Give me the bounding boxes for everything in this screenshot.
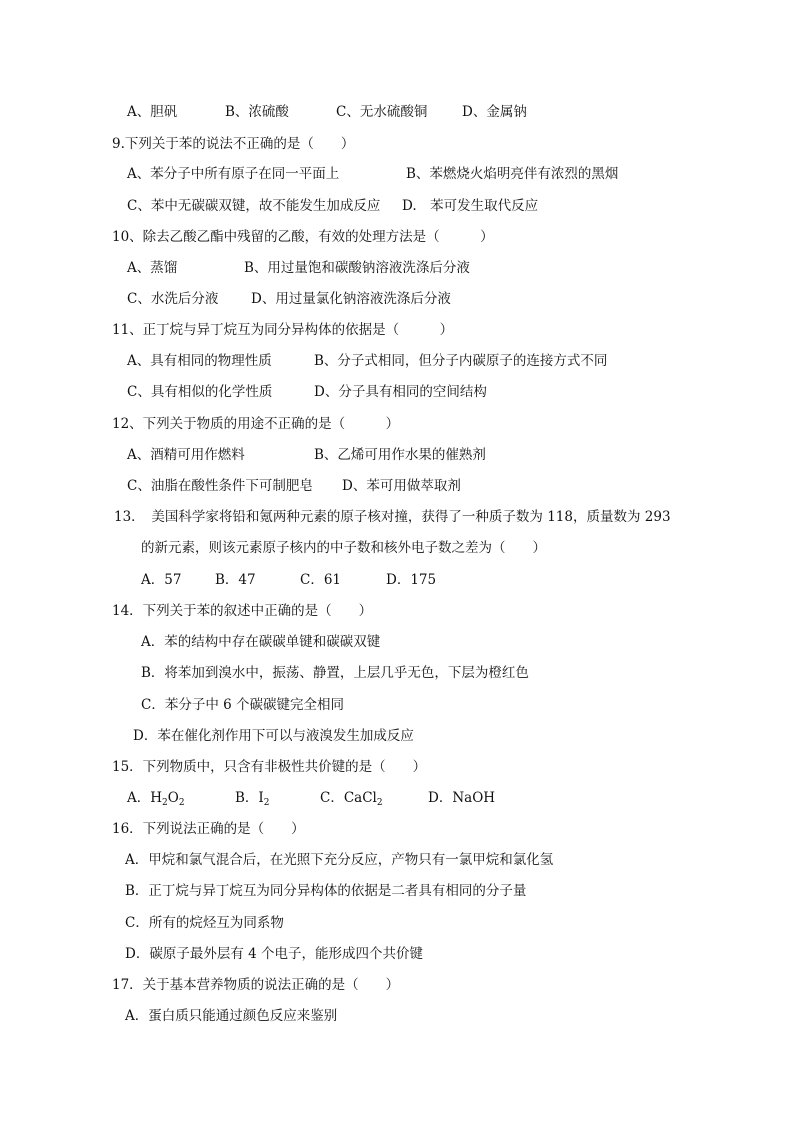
q9-options-row-1	[0, 164, 794, 184]
q15-options-row	[0, 788, 794, 808]
q11-option-d: D、分子具有相同的空间结构	[314, 384, 487, 400]
q8-option-d: D、金属钠	[462, 104, 527, 120]
q11-options-row-2	[0, 382, 794, 402]
q14-option-b: B．将苯加到溴水中，振荡、静置，上层几乎无色，下层为橙红色	[141, 665, 529, 681]
q16-option-a: A．甲烷和氯气混合后，在光照下充分反应，产物只有一氯甲烷和氯化氢	[125, 852, 554, 868]
q11-option-a: A、具有相同的物理性质	[127, 353, 272, 369]
q13-option-a: A．57	[141, 572, 182, 588]
q9-stem: 9.下列关于苯的说法不正确的是（ ）	[112, 136, 355, 152]
q10-option-d: D、用过量氯化钠溶液洗涤后分液	[251, 291, 451, 307]
q11-stem: 11、正丁烷与异丁烷互为同分异构体的依据是（ ）	[112, 322, 454, 338]
q14-option-a: A．苯的结构中存在碳碳单键和碳碳双键	[141, 634, 381, 650]
q13-options-row	[0, 570, 794, 590]
q12-options-row-2	[0, 476, 794, 496]
q16-option-c: C．所有的烷烃互为同系物	[125, 915, 284, 931]
q17-option-a: A．蛋白质只能通过颜色反应来鉴别	[125, 1008, 338, 1024]
q16-option-b: B．正丁烷与异丁烷互为同分异构体的依据是二者具有相同的分子量	[125, 883, 527, 899]
q12-option-c: C、油脂在酸性条件下可制肥皂	[127, 478, 313, 494]
q15-option-d: D．NaOH	[428, 790, 496, 806]
q14-option-c: C．苯分子中 6 个碳碳键完全相同	[141, 697, 345, 713]
q13-option-d: D．175	[386, 572, 437, 588]
q14-stem: 14．下列关于苯的叙述中正确的是（ ）	[112, 603, 373, 619]
q9-options-row-2	[0, 196, 794, 216]
q9-option-b: B、苯燃烧火焰明亮伴有浓烈的黑烟	[406, 166, 619, 182]
q12-option-d: D、苯可用做萃取剂	[342, 478, 461, 494]
q17-stem: 17．关于基本营养物质的说法正确的是（ ）	[112, 977, 400, 993]
q16-option-d: D．碳原子最外层有 4 个电子，能形成四个共价键	[125, 946, 423, 962]
q8-option-a: A、胆矾	[127, 104, 178, 120]
q13-stem-line-1: 13． 美国科学家将铅和氪两种元素的原子核对撞，获得了一种质子数为 118，质量数为 293	[114, 509, 671, 525]
q15-option-a: A．$H_2O_2$	[127, 790, 185, 808]
q12-options-row-1	[0, 445, 794, 465]
q10-options-row-1	[0, 258, 794, 278]
q15-option-c: C．CaCl$_2$	[320, 790, 383, 808]
q8-options-row	[0, 102, 794, 122]
q8-option-b: B、浓硫酸	[225, 104, 289, 120]
q10-option-c: C、水洗后分液	[127, 291, 219, 307]
q9-option-a: A、苯分子中所有原子在同一平面上	[127, 166, 340, 182]
q12-option-a: A、酒精可用作燃料	[127, 447, 245, 463]
q14-option-d: D．苯在催化剂作用下可以与液溴发生加成反应	[133, 728, 414, 744]
q8-option-c: C、无水硫酸铜	[336, 104, 428, 120]
q11-options-row-1	[0, 351, 794, 371]
q10-stem: 10、除去乙酸乙酯中残留的乙酸，有效的处理方法是（ ）	[112, 229, 494, 245]
q12-stem: 12、下列关于物质的用途不正确的是（ ）	[112, 416, 400, 432]
q10-options-row-2	[0, 289, 794, 309]
q11-option-b: B、分子式相同，但分子内碳原子的连接方式不同	[314, 353, 608, 369]
q15-stem: 15．下列物质中，只含有非极性共价键的是（ ）	[112, 759, 427, 775]
q9-option-d: D. 苯可发生取代反应	[402, 198, 539, 214]
q12-option-b: B、乙烯可用作水果的催熟剂	[314, 447, 486, 463]
q10-option-b: B、用过量饱和碳酸钠溶液洗涤后分液	[244, 260, 470, 276]
q15-option-b: B．$I_2$	[235, 790, 270, 808]
q13-stem-line-2: 的新元素，则该元素原子核内的中子数和核外电子数之差为（ ）	[141, 540, 546, 556]
q16-stem: 16．下列说法正确的是（ ）	[112, 821, 305, 837]
q13-option-b: B．47	[215, 572, 256, 588]
q9-option-c: C、苯中无碳碳双键，故不能发生加成反应	[127, 198, 381, 214]
q10-option-a: A、蒸馏	[127, 260, 178, 276]
q11-option-c: C、具有相似的化学性质	[127, 384, 273, 400]
q13-option-c: C．61	[300, 572, 342, 588]
